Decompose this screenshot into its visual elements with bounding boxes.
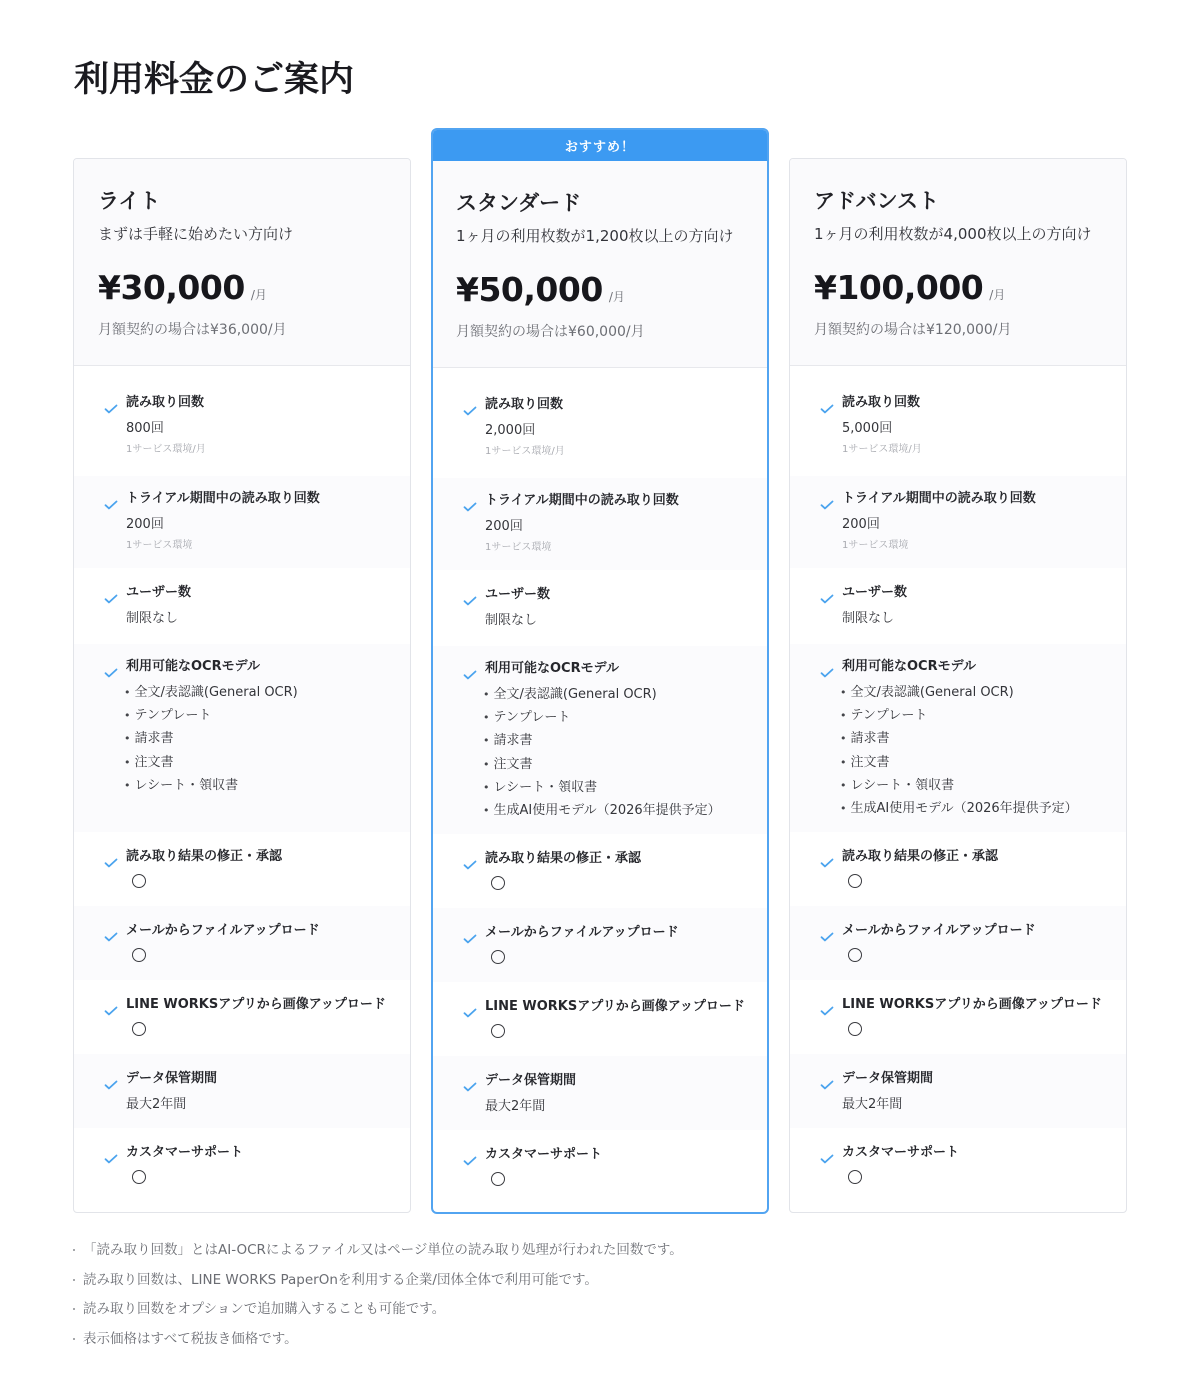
- feature-title: 利用可能なOCRモデル: [842, 659, 976, 674]
- feature-reads: [433, 368, 767, 478]
- check-icon: [104, 589, 118, 599]
- check-icon: [463, 1151, 477, 1161]
- available-circle-icon: [132, 1022, 146, 1036]
- ocr-model-list: [483, 686, 767, 825]
- monthly-price-note: 月額契約の場合は¥36,000/月: [98, 322, 287, 338]
- feature-reads: [790, 366, 1126, 476]
- available-circle-icon: [848, 1170, 862, 1184]
- feature-note: 1サービス環境: [842, 540, 909, 551]
- plan-card: [789, 158, 1127, 1213]
- check-icon: [820, 495, 834, 505]
- check-icon: [104, 495, 118, 505]
- footnote: 「読み取り回数」とはAI-OCRによるファイル又はページ単位の読み取り処理が行われた回数です。: [73, 1240, 1133, 1270]
- check-icon: [463, 497, 477, 507]
- feature-title: ユーザー数: [485, 587, 551, 602]
- feature-trial-reads: [74, 476, 410, 568]
- feature-note: 1サービス環境/月: [126, 444, 206, 455]
- feature-list: [74, 366, 410, 1202]
- price-row: [814, 268, 1126, 308]
- check-icon: [463, 929, 477, 939]
- footnote: 読み取り回数をオプションで追加購入することも可能です。: [73, 1299, 1133, 1329]
- check-icon: [820, 663, 834, 673]
- feature-value: 5,000回: [842, 421, 893, 436]
- ocr-model-item: • 全文/表認識(General OCR): [840, 684, 1126, 707]
- feature-title: 読み取り結果の修正・承認: [842, 849, 999, 864]
- feature-app-upload: [790, 980, 1126, 1054]
- footnote: 表示価格はすべて税抜き価格です。: [73, 1329, 1133, 1359]
- feature-approval: [74, 832, 410, 906]
- check-icon: [463, 1077, 477, 1087]
- ocr-model-item: • 注文書: [840, 754, 1126, 777]
- feature-data-retention: [74, 1054, 410, 1128]
- feature-note: 1サービス環境/月: [842, 444, 922, 455]
- check-icon: [820, 853, 834, 863]
- footnote: 読み取り回数は、LINE WORKS PaperOnを利用する企業/団体全体で利用可能です。: [73, 1270, 1133, 1300]
- price-unit: /月: [608, 290, 625, 304]
- feature-list: [790, 366, 1126, 1202]
- feature-app-upload: [433, 982, 767, 1056]
- feature-value: 200回: [126, 517, 164, 532]
- feature-customer-support: [74, 1128, 410, 1202]
- feature-note: 1サービス環境: [126, 540, 193, 551]
- plan-header: [433, 161, 767, 368]
- check-icon: [463, 1003, 477, 1013]
- feature-value: 200回: [485, 519, 523, 534]
- footnotes: [73, 1240, 1133, 1358]
- feature-title: メールからファイルアップロード: [842, 923, 1036, 938]
- available-circle-icon: [848, 948, 862, 962]
- available-circle-icon: [848, 874, 862, 888]
- feature-value: 制限なし: [842, 611, 895, 626]
- available-circle-icon: [491, 876, 505, 890]
- check-icon: [820, 1075, 834, 1085]
- plan-price: ¥50,000: [456, 270, 603, 309]
- feature-title: LINE WORKSアプリから画像アップロード: [485, 999, 745, 1014]
- feature-users: [74, 568, 410, 644]
- feature-title: ユーザー数: [842, 585, 908, 600]
- feature-reads: [74, 366, 410, 476]
- ocr-model-item: • 注文書: [483, 756, 767, 779]
- feature-value: 2,000回: [485, 423, 536, 438]
- feature-customer-support: [790, 1128, 1126, 1202]
- feature-note: 1サービス環境/月: [485, 446, 565, 457]
- ocr-model-item: • テンプレート: [840, 707, 1126, 730]
- check-icon: [104, 927, 118, 937]
- feature-title: 利用可能なOCRモデル: [485, 661, 619, 676]
- feature-customer-support: [433, 1130, 767, 1204]
- feature-data-retention: [433, 1056, 767, 1130]
- available-circle-icon: [132, 948, 146, 962]
- feature-mail-upload: [790, 906, 1126, 980]
- page-title: 利用料金のご案内: [74, 60, 355, 100]
- ocr-model-list: [840, 684, 1126, 823]
- ocr-model-item: • テンプレート: [483, 709, 767, 732]
- pricing-plans: [73, 128, 1127, 1214]
- check-icon: [463, 591, 477, 601]
- price-unit: /月: [250, 288, 267, 302]
- ocr-model-item: • 請求書: [124, 730, 410, 753]
- monthly-price-note: 月額契約の場合は¥120,000/月: [814, 322, 1012, 338]
- available-circle-icon: [491, 1024, 505, 1038]
- feature-value: 最大2年間: [485, 1099, 546, 1114]
- check-icon: [104, 1149, 118, 1159]
- plan-description: 1ヶ月の利用枚数が4,000枚以上の方向け: [814, 225, 1092, 243]
- feature-users: [790, 568, 1126, 644]
- available-circle-icon: [848, 1022, 862, 1036]
- feature-value: 制限なし: [126, 611, 179, 626]
- feature-title: 利用可能なOCRモデル: [126, 659, 260, 674]
- feature-title: LINE WORKSアプリから画像アップロード: [842, 997, 1102, 1012]
- check-icon: [104, 853, 118, 863]
- feature-approval: [790, 832, 1126, 906]
- ocr-model-item: • 注文書: [124, 754, 410, 777]
- available-circle-icon: [132, 1170, 146, 1184]
- available-circle-icon: [491, 1172, 505, 1186]
- feature-users: [433, 570, 767, 646]
- check-icon: [820, 1149, 834, 1159]
- check-icon: [104, 663, 118, 673]
- feature-list: [433, 368, 767, 1204]
- plan-name: ライト: [98, 189, 161, 213]
- feature-title: トライアル期間中の読み取り回数: [485, 493, 679, 508]
- feature-title: トライアル期間中の読み取り回数: [126, 491, 320, 506]
- feature-data-retention: [790, 1054, 1126, 1128]
- plan-card: [73, 158, 411, 1213]
- check-icon: [820, 589, 834, 599]
- ocr-model-item: • 全文/表認識(General OCR): [124, 684, 410, 707]
- available-circle-icon: [491, 950, 505, 964]
- feature-value: 制限なし: [485, 613, 538, 628]
- feature-title: データ保管期間: [126, 1071, 218, 1086]
- feature-title: カスタマーサポート: [126, 1145, 244, 1160]
- plan-description: まずは手軽に始めたい方向け: [98, 225, 294, 243]
- ocr-model-list: [124, 684, 410, 800]
- feature-title: 読み取り回数: [842, 395, 921, 410]
- feature-value: 800回: [126, 421, 164, 436]
- feature-value: 最大2年間: [842, 1097, 903, 1112]
- plan-price: ¥30,000: [98, 268, 245, 307]
- feature-title: データ保管期間: [842, 1071, 934, 1086]
- feature-title: LINE WORKSアプリから画像アップロード: [126, 997, 386, 1012]
- feature-title: トライアル期間中の読み取り回数: [842, 491, 1036, 506]
- plan-price: ¥100,000: [814, 268, 984, 307]
- ocr-model-item: • レシート・領収書: [840, 777, 1126, 800]
- feature-title: ユーザー数: [126, 585, 192, 600]
- check-icon: [820, 927, 834, 937]
- plan-description: 1ヶ月の利用枚数が1,200枚以上の方向け: [456, 227, 734, 245]
- check-icon: [820, 1001, 834, 1011]
- check-icon: [463, 855, 477, 865]
- feature-title: メールからファイルアップロード: [126, 923, 320, 938]
- ocr-model-item: • レシート・領収書: [124, 777, 410, 800]
- price-row: [456, 270, 767, 310]
- recommended-badge: おすすめ！: [433, 130, 767, 161]
- ocr-model-item: • 請求書: [483, 732, 767, 755]
- monthly-price-note: 月額契約の場合は¥60,000/月: [456, 324, 645, 340]
- ocr-model-item: • レシート・領収書: [483, 779, 767, 802]
- feature-title: 読み取り結果の修正・承認: [126, 849, 283, 864]
- feature-title: 読み取り回数: [126, 395, 205, 410]
- check-icon: [463, 401, 477, 411]
- feature-trial-reads: [790, 476, 1126, 568]
- feature-value: 200回: [842, 517, 880, 532]
- feature-title: データ保管期間: [485, 1073, 577, 1088]
- check-icon: [104, 399, 118, 409]
- check-icon: [104, 1001, 118, 1011]
- ocr-model-item: • 生成AI使用モデル（2026年提供予定）: [840, 800, 1126, 823]
- plan-card: [431, 128, 769, 1214]
- ocr-model-item: • テンプレート: [124, 707, 410, 730]
- feature-title: 読み取り回数: [485, 397, 564, 412]
- feature-title: カスタマーサポート: [485, 1147, 603, 1162]
- ocr-model-item: • 請求書: [840, 730, 1126, 753]
- available-circle-icon: [132, 874, 146, 888]
- feature-title: カスタマーサポート: [842, 1145, 960, 1160]
- ocr-model-item: • 生成AI使用モデル（2026年提供予定）: [483, 802, 767, 825]
- feature-ocr-models: [790, 644, 1126, 832]
- feature-mail-upload: [433, 908, 767, 982]
- feature-ocr-models: [74, 644, 410, 832]
- ocr-model-item: • 全文/表認識(General OCR): [483, 686, 767, 709]
- plan-header: [74, 159, 410, 366]
- feature-trial-reads: [433, 478, 767, 570]
- price-unit: /月: [989, 288, 1006, 302]
- feature-approval: [433, 834, 767, 908]
- plan-header: [790, 159, 1126, 366]
- price-row: [98, 268, 410, 308]
- feature-mail-upload: [74, 906, 410, 980]
- feature-app-upload: [74, 980, 410, 1054]
- plan-name: アドバンスト: [814, 189, 939, 213]
- feature-title: 読み取り結果の修正・承認: [485, 851, 642, 866]
- check-icon: [104, 1075, 118, 1085]
- plan-name: スタンダード: [456, 191, 582, 215]
- feature-title: メールからファイルアップロード: [485, 925, 679, 940]
- feature-ocr-models: [433, 646, 767, 834]
- feature-value: 最大2年間: [126, 1097, 187, 1112]
- check-icon: [820, 399, 834, 409]
- check-icon: [463, 665, 477, 675]
- feature-note: 1サービス環境: [485, 542, 552, 553]
